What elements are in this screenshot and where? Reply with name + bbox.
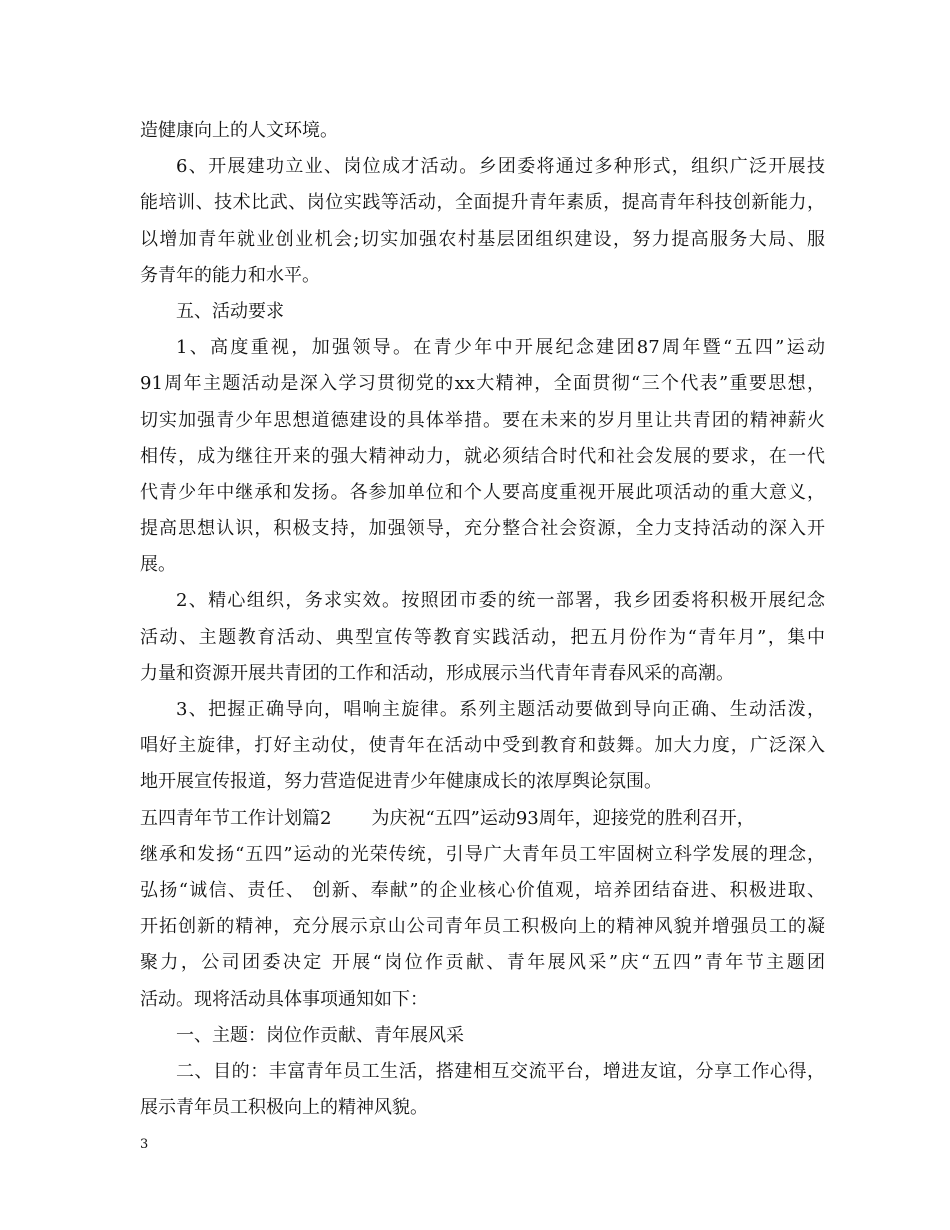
text-line xyxy=(140,801,825,837)
text-line: 活动、主题教育活动、典型宣传等教育实践活动，把五月份作为“青年月”，集中 xyxy=(140,626,825,648)
document-body xyxy=(140,113,825,1126)
text-line: 务青年的能力和水平。 xyxy=(140,264,320,286)
text-line: 能培训、技术比武、岗位实践等活动，全面提升青年素质，提高青年科技创新能力， xyxy=(140,192,825,214)
text-line: 二、目的：丰富青年员工生活，搭建相互交流平台，增进友谊，分享工作心得， xyxy=(176,1060,825,1082)
text-line: 展示青年员工积极向上的精神风貌。 xyxy=(140,1097,428,1119)
text-line: 展。 xyxy=(140,554,176,576)
text-line: 力量和资源开展共青团的工作和活动，形成展示当代青年青春风采的高潮。 xyxy=(140,662,734,684)
text-line: 唱好主旋律，打好主动仗，使青年在活动中受到教育和鼓舞。加大力度，广泛深入 xyxy=(140,735,825,757)
text-line: 代青少年中继承和发扬。各参加单位和个人要高度重视开展此项活动的重大意义， xyxy=(140,481,825,503)
text-line: 3、把握正确导向，唱响主旋律。系列主题活动要做到导向正确、生动活泼， xyxy=(176,699,825,720)
section-heading: 一、主题：岗位作贡献、青年展风采 xyxy=(176,1024,464,1046)
article-title: 五四青年节工作计划篇2 xyxy=(140,807,332,829)
text-line: 活动。现将活动具体事项通知如下： xyxy=(140,988,428,1010)
text-line: 6、开展建功立业、岗位成才活动。乡团委将通过多种形式，组织广泛开展技 xyxy=(176,156,825,178)
text-line: 开拓创新的精神，充分展示京山公司青年员工积极向上的精神风貌并增强员工的凝 xyxy=(140,916,825,938)
text-line: 2、精心组织，务求实效。按照团市委的统一部署，我乡团委将积极开展纪念 xyxy=(176,590,825,612)
text-line: 1、高度重视，加强领导。在青少年中开展纪念建团87周年暨“五四”运动 xyxy=(176,337,825,359)
page-number: 3 xyxy=(140,1137,149,1152)
text-line: 造健康向上的人文环境。 xyxy=(140,120,338,141)
text-line: 91周年主题活动是深入学习贯彻党的xx大精神，全面贯彻“三个代表”重要思想， xyxy=(140,373,825,395)
text-line: 弘扬“诚信、责任、 创新、奉献”的企业核心价值观，培养团结奋进、积极进取、 xyxy=(140,879,825,901)
text-line: 继承和发扬“五四”运动的光荣传统，引导广大青年员工牢固树立科学发展的理念， xyxy=(140,843,825,865)
text-line: 切实加强青少年思想道德建设的具体举措。要在未来的岁月里让共青团的精神薪火 xyxy=(140,409,825,431)
section-heading: 五、活动要求 xyxy=(176,300,284,322)
text-line: 地开展宣传报道，努力营造促进青少年健康成长的浓厚舆论氛围。 xyxy=(140,771,662,793)
text-line: 聚力，公司团委决定 开展“岗位作贡献、青年展风采”庆“五四”青年节主题团 xyxy=(140,952,825,974)
text-line: 相传，成为继往开来的强大精神动力，就必须结合时代和社会发展的要求，在一代 xyxy=(140,445,825,467)
text-line: 提高思想认识，积极支持，加强领导，充分整合社会资源，全力支持活动的深入开 xyxy=(140,518,825,540)
text-line: 以增加青年就业创业机会;切实加强农村基层团组织建设，努力提高服务大局、服 xyxy=(140,228,825,250)
article-intro: 为庆祝“五四”运动93周年，迎接党的胜利召开， xyxy=(371,807,755,829)
